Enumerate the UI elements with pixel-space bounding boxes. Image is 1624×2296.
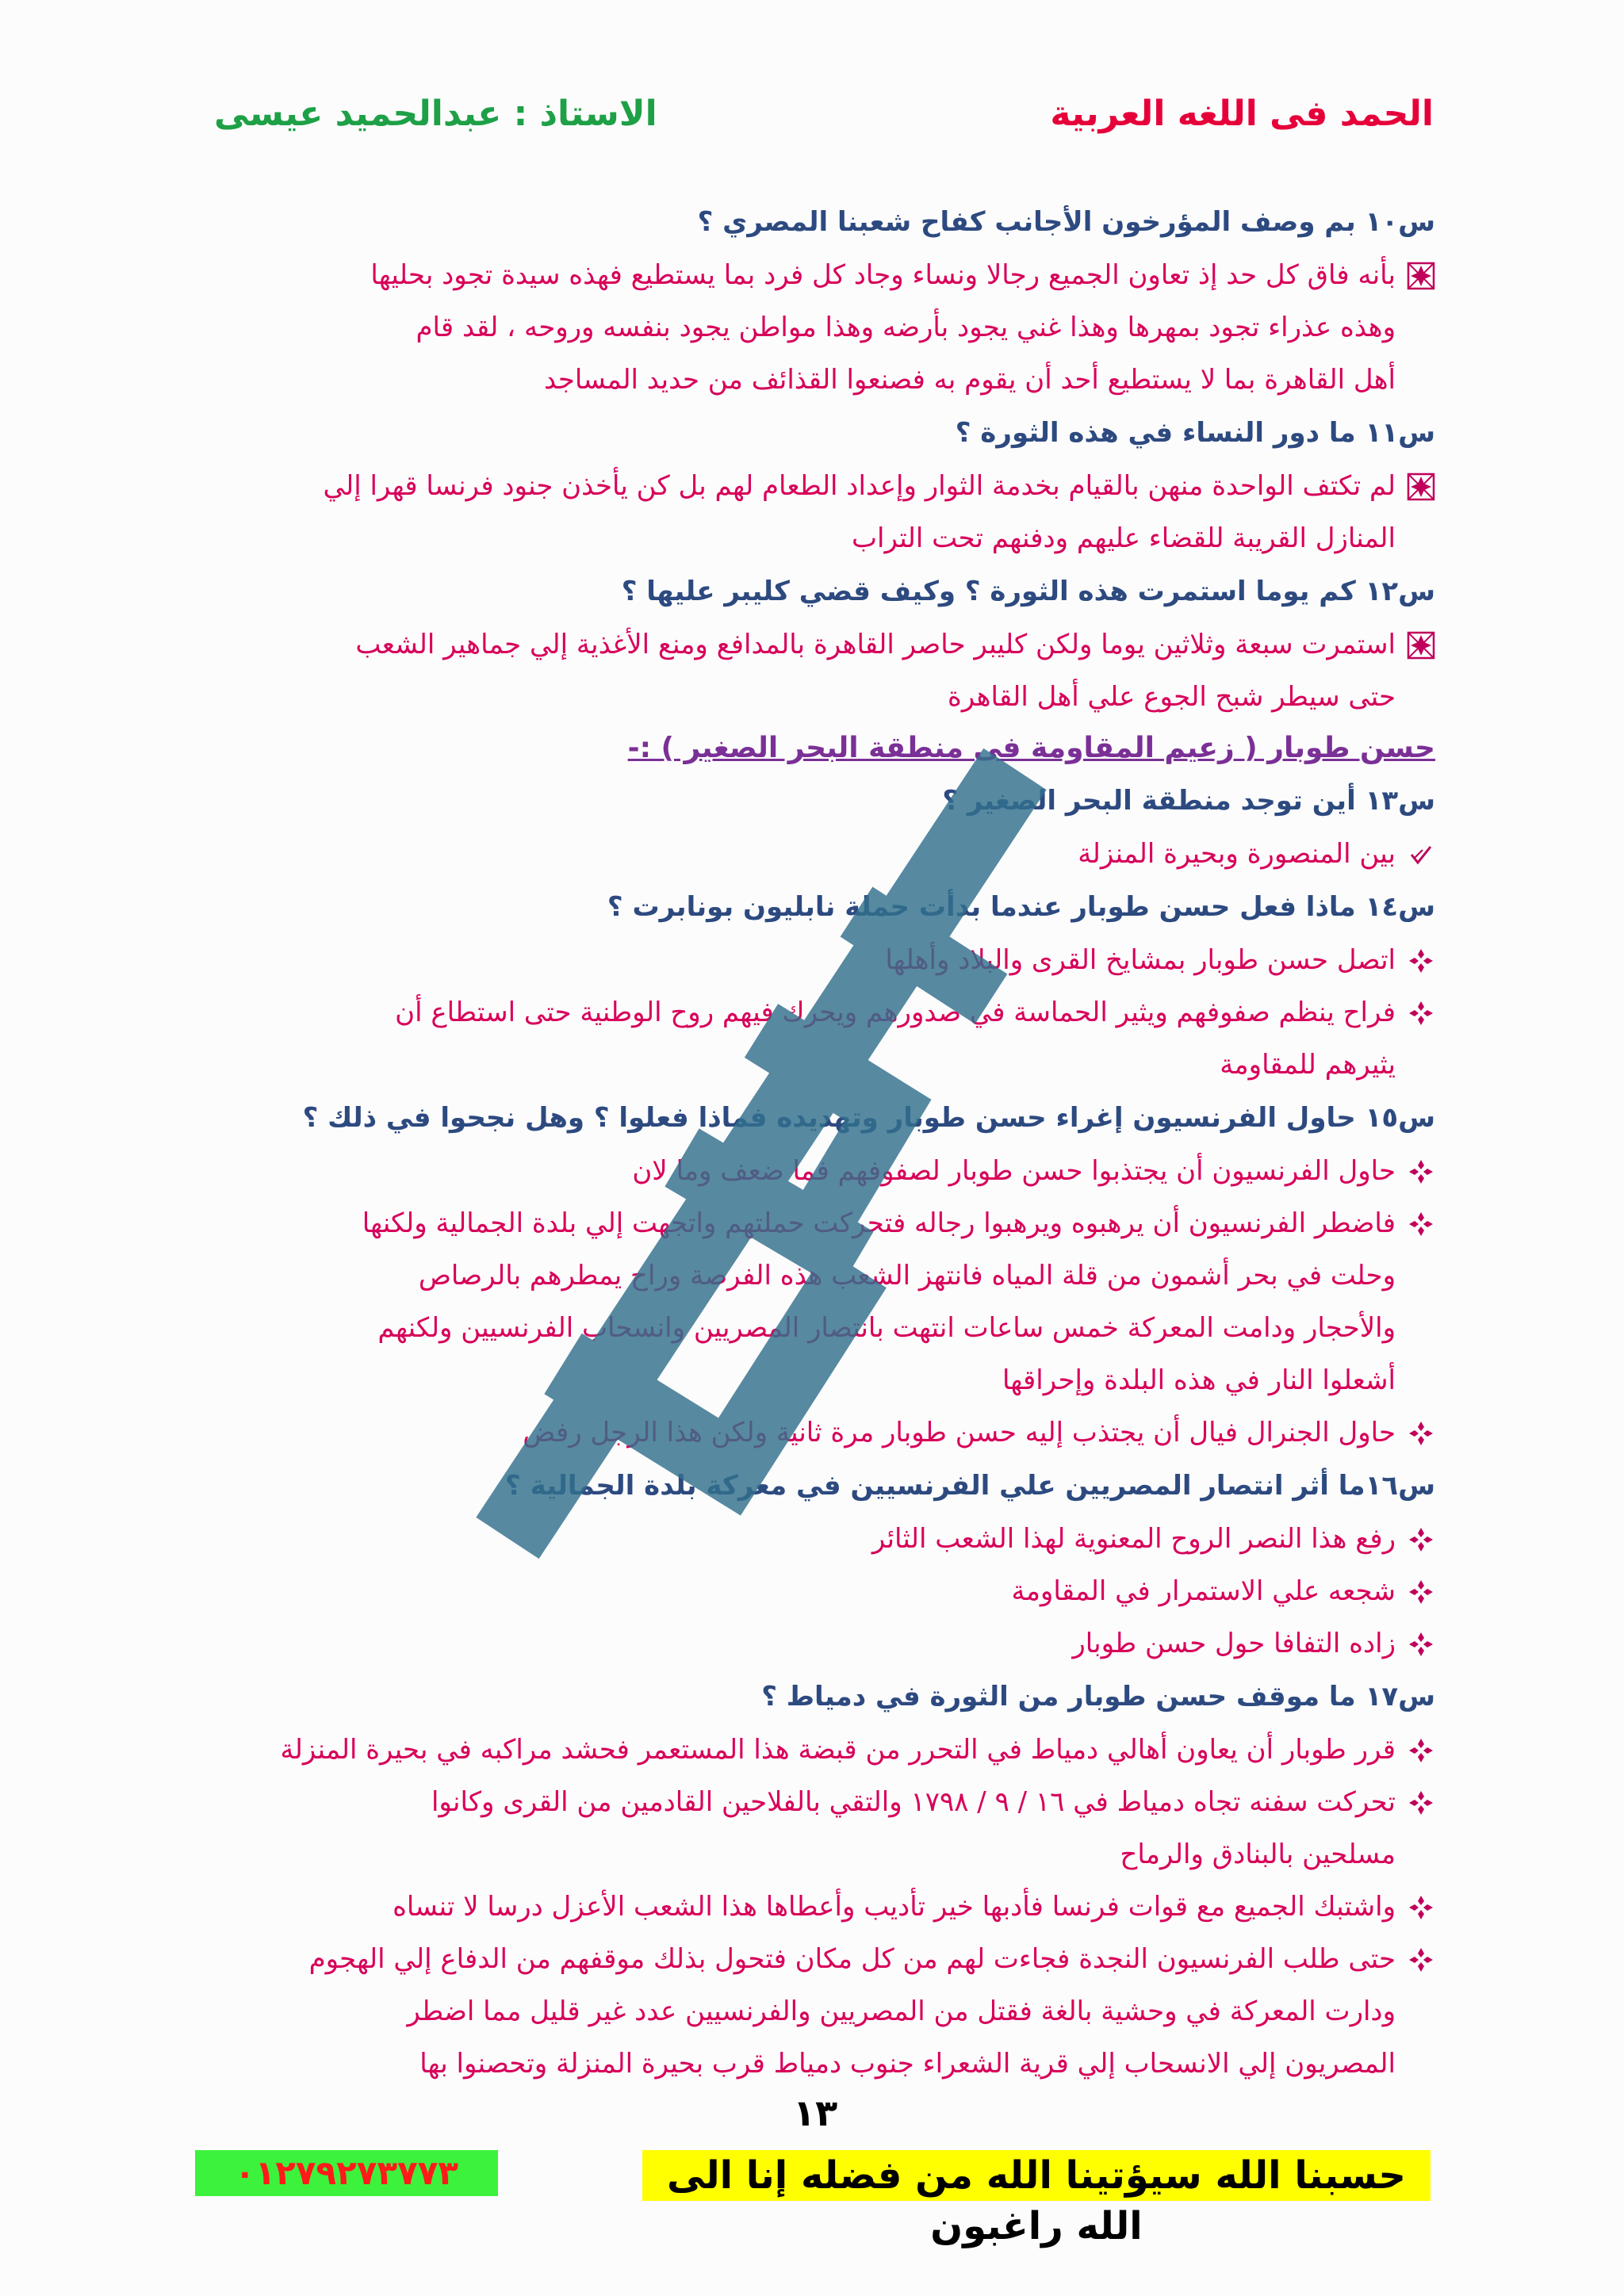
question [195, 880, 1435, 934]
check-bullet-icon [1407, 840, 1435, 869]
block-text: فراح ينظم صفوفهم ويثير الحماسة في صدورهم ويحرك فيهم روح الوطنية حتى استطاع أن [395, 997, 1396, 1028]
diamond-bullet-icon [1407, 1789, 1435, 1817]
answer-item [195, 1617, 1435, 1670]
diamond-bullet-icon [1407, 1419, 1435, 1448]
question [195, 774, 1435, 828]
footer-banner: حسبنا الله سيؤتينا الله من فضله إنا الى الله راغبون [642, 2150, 1431, 2201]
block-text: حاول الجنرال فيال أن يجتذب إليه حسن طوبار مرة ثانية ولكن هذا الرجل رفض [523, 1417, 1396, 1448]
block-text: حتى سيطر شبح الجوع علي أهل القاهرة [947, 681, 1396, 713]
block-text: استمرت سبعة وثلاثين يوما ولكن كليبر حاصر القاهرة بالمدافع ومنع الأغذية إلي جماهير الشعب [355, 629, 1396, 660]
header-teacher: الاستاذ : عبدالحميد عيسى [214, 94, 657, 134]
answer-item [195, 1406, 1435, 1459]
diamond-bullet-icon [1407, 1736, 1435, 1765]
answer-continuation [195, 671, 1435, 723]
block-text: بأنه فاق كل حد إذ تعاون الجميع رجالا ونساء وجاد كل فرد بما يستطيع فهذه سيدة تجود بحليها [370, 259, 1396, 291]
question [195, 406, 1435, 460]
block-text: س١٦ما أثر انتصار المصريين علي الفرنسيين في معركة بلدة الجمالية ؟ [505, 1470, 1435, 1502]
block-text: أشعلوا النار في هذه البلدة وإحراقها [1002, 1364, 1396, 1396]
question [195, 1459, 1435, 1513]
answer-item [195, 618, 1435, 671]
answer-item [195, 934, 1435, 986]
block-text: وهذه عذراء تجود بمهرها وهذا غني يجود بأرضه وهذا مواطن يجود بنفسه وروحه ، لقد قام [416, 312, 1396, 343]
answer-continuation [195, 512, 1435, 564]
answer-continuation [195, 1039, 1435, 1091]
answer-item [195, 249, 1435, 301]
block-text: ودارت المعركة في وحشية بالغة فقتل من المصريين والفرنسيين عدد غير قليل مما اضطر [407, 1996, 1396, 2027]
block-text: اتصل حسن طوبار بمشايخ القرى والبلاد وأهلها [885, 944, 1396, 976]
answer-item [195, 1724, 1435, 1776]
box-bullet-icon [1407, 473, 1435, 501]
answer-item [195, 1776, 1435, 1828]
answer-continuation [195, 2038, 1435, 2090]
block-text: س١١ ما دور النساء في هذه الثورة ؟ [955, 417, 1435, 449]
question [195, 1091, 1435, 1145]
answer-item [195, 1881, 1435, 1933]
diamond-bullet-icon [1407, 1893, 1435, 1922]
box-bullet-icon [1407, 262, 1435, 290]
diamond-bullet-icon [1407, 1946, 1435, 1974]
diamond-bullet-icon [1407, 947, 1435, 975]
answer-item [195, 460, 1435, 512]
block-text: المنازل القريبة للقضاء عليهم ودفنهم تحت التراب [852, 522, 1396, 554]
diamond-bullet-icon [1407, 1158, 1435, 1186]
block-text: مسلحين بالبنادق والرماح [1120, 1839, 1396, 1870]
answer-item [195, 828, 1435, 880]
answer-item [195, 1933, 1435, 1985]
diamond-bullet-icon [1407, 999, 1435, 1027]
answer-continuation [195, 1828, 1435, 1881]
answer-continuation [195, 1302, 1435, 1354]
block-text: واشتبك الجميع مع قوات فرنسا فأدبها خير تأديب وأعطاها هذا الشعب الأعزل درسا لا تنساه [393, 1891, 1396, 1923]
block-text: س١٣ أين توجد منطقة البحر الصغير ؟ [942, 785, 1435, 817]
block-text: والأحجار ودامت المعركة خمس ساعات انتهت بانتصار المصريين وانسحاب الفرنسيين ولكنهم [377, 1312, 1396, 1344]
block-text: زاده التفافا حول حسن طوبار [1072, 1628, 1396, 1659]
block-text: المصريون إلي الانسحاب إلي قرية الشعراء جنوب دمياط قرب بحيرة المنزلة وتحصنوا بها [419, 2048, 1396, 2080]
answer-continuation [195, 1985, 1435, 2038]
answer-item [195, 1145, 1435, 1197]
block-text: يثيرهم للمقاومة [1220, 1049, 1396, 1081]
block-text: لم تكتف الواحدة منهن بالقيام بخدمة الثوار وإعداد الطعام لهم بل كن يأخذن جنود فرنسا قهرا إلي [323, 470, 1396, 502]
block-text: حاول الفرنسيون أن يجتذبوا حسن طوبار لصفوفهم فما ضعف وما لان [632, 1155, 1396, 1187]
box-bullet-icon [1407, 631, 1435, 660]
diamond-bullet-icon [1407, 1630, 1435, 1659]
diamond-bullet-icon [1407, 1578, 1435, 1606]
header-subject: الحمد فى اللغه العربية [1050, 94, 1434, 134]
block-text: أهل القاهرة بما لا يستطيع أحد أن يقوم به فصنعوا القذائف من حديد المساجد [543, 364, 1396, 396]
answer-item [195, 986, 1435, 1039]
content [195, 195, 1435, 2090]
answer-item [195, 1513, 1435, 1565]
block-text: حسن طوبار ( زعيم المقاومة فى منطقة البحر الصغير ) :- [627, 732, 1435, 764]
question [195, 564, 1435, 618]
answer-continuation [195, 354, 1435, 406]
diamond-bullet-icon [1407, 1210, 1435, 1238]
answer-continuation [195, 301, 1435, 354]
phone-number: ٠١٢٧٩٢٧٣٧٧٣ [195, 2150, 498, 2196]
answer-item [195, 1197, 1435, 1249]
block-text: قرر طوبار أن يعاون أهالي دمياط في التحرر من قبضة هذا المستعمر فحشد مراكبه في بحيرة المنزلة [280, 1734, 1396, 1766]
question [195, 195, 1435, 249]
block-text: حتى طلب الفرنسيون النجدة فجاءت لهم من كل مكان فتحول بذلك موقفهم من الدفاع إلي الهجوم [308, 1943, 1396, 1975]
block-text: رفع هذا النصر الروح المعنوية لهذا الشعب الثائر [871, 1523, 1396, 1555]
block-text: س١٠ بم وصف المؤرخون الأجانب كفاح شعبنا المصري ؟ [697, 206, 1435, 238]
block-text: بين المنصورة وبحيرة المنزلة [1078, 838, 1396, 870]
block-text: تحركت سفنه تجاه دمياط في ١٦ / ٩ / ١٧٩٨ والتقي بالفلاحين القادمين من القرى وكانوا [431, 1786, 1396, 1818]
answer-item [195, 1565, 1435, 1617]
block-text: شجعه علي الاستمرار في المقاومة [1011, 1575, 1396, 1607]
block-text: فاضطر الفرنسيون أن يرهبوه ويرهبوا رجاله فتحركت حملتهم واتجهت إلي بلدة الجمالية ولكنها [362, 1207, 1396, 1239]
section-heading [195, 723, 1435, 774]
block-text: س١٧ ما موقف حسن طوبار من الثورة في دمياط ؟ [761, 1681, 1435, 1712]
block-text: وحلت في بحر أشمون من قلة المياه فانتهز الشعب هذه الفرصة وراح يمطرهم بالرصاص [418, 1260, 1396, 1292]
block-text: س١٤ ماذا فعل حسن طوبار عندما بدأت حملة نابليون بونابرت ؟ [607, 891, 1435, 923]
diamond-bullet-icon [1407, 1525, 1435, 1554]
answer-continuation [195, 1354, 1435, 1406]
page-number: ١٣ [793, 2091, 838, 2134]
answer-continuation [195, 1249, 1435, 1302]
question [195, 1670, 1435, 1724]
block-text: س١٥ حاول الفرنسيون إغراء حسن طوبار وتهديده فماذا فعلوا ؟ وهل نجحوا في ذلك ؟ [302, 1102, 1435, 1134]
block-text: س١٢ كم يوما استمرت هذه الثورة ؟ وكيف قضي كليبر عليها ؟ [621, 576, 1435, 607]
